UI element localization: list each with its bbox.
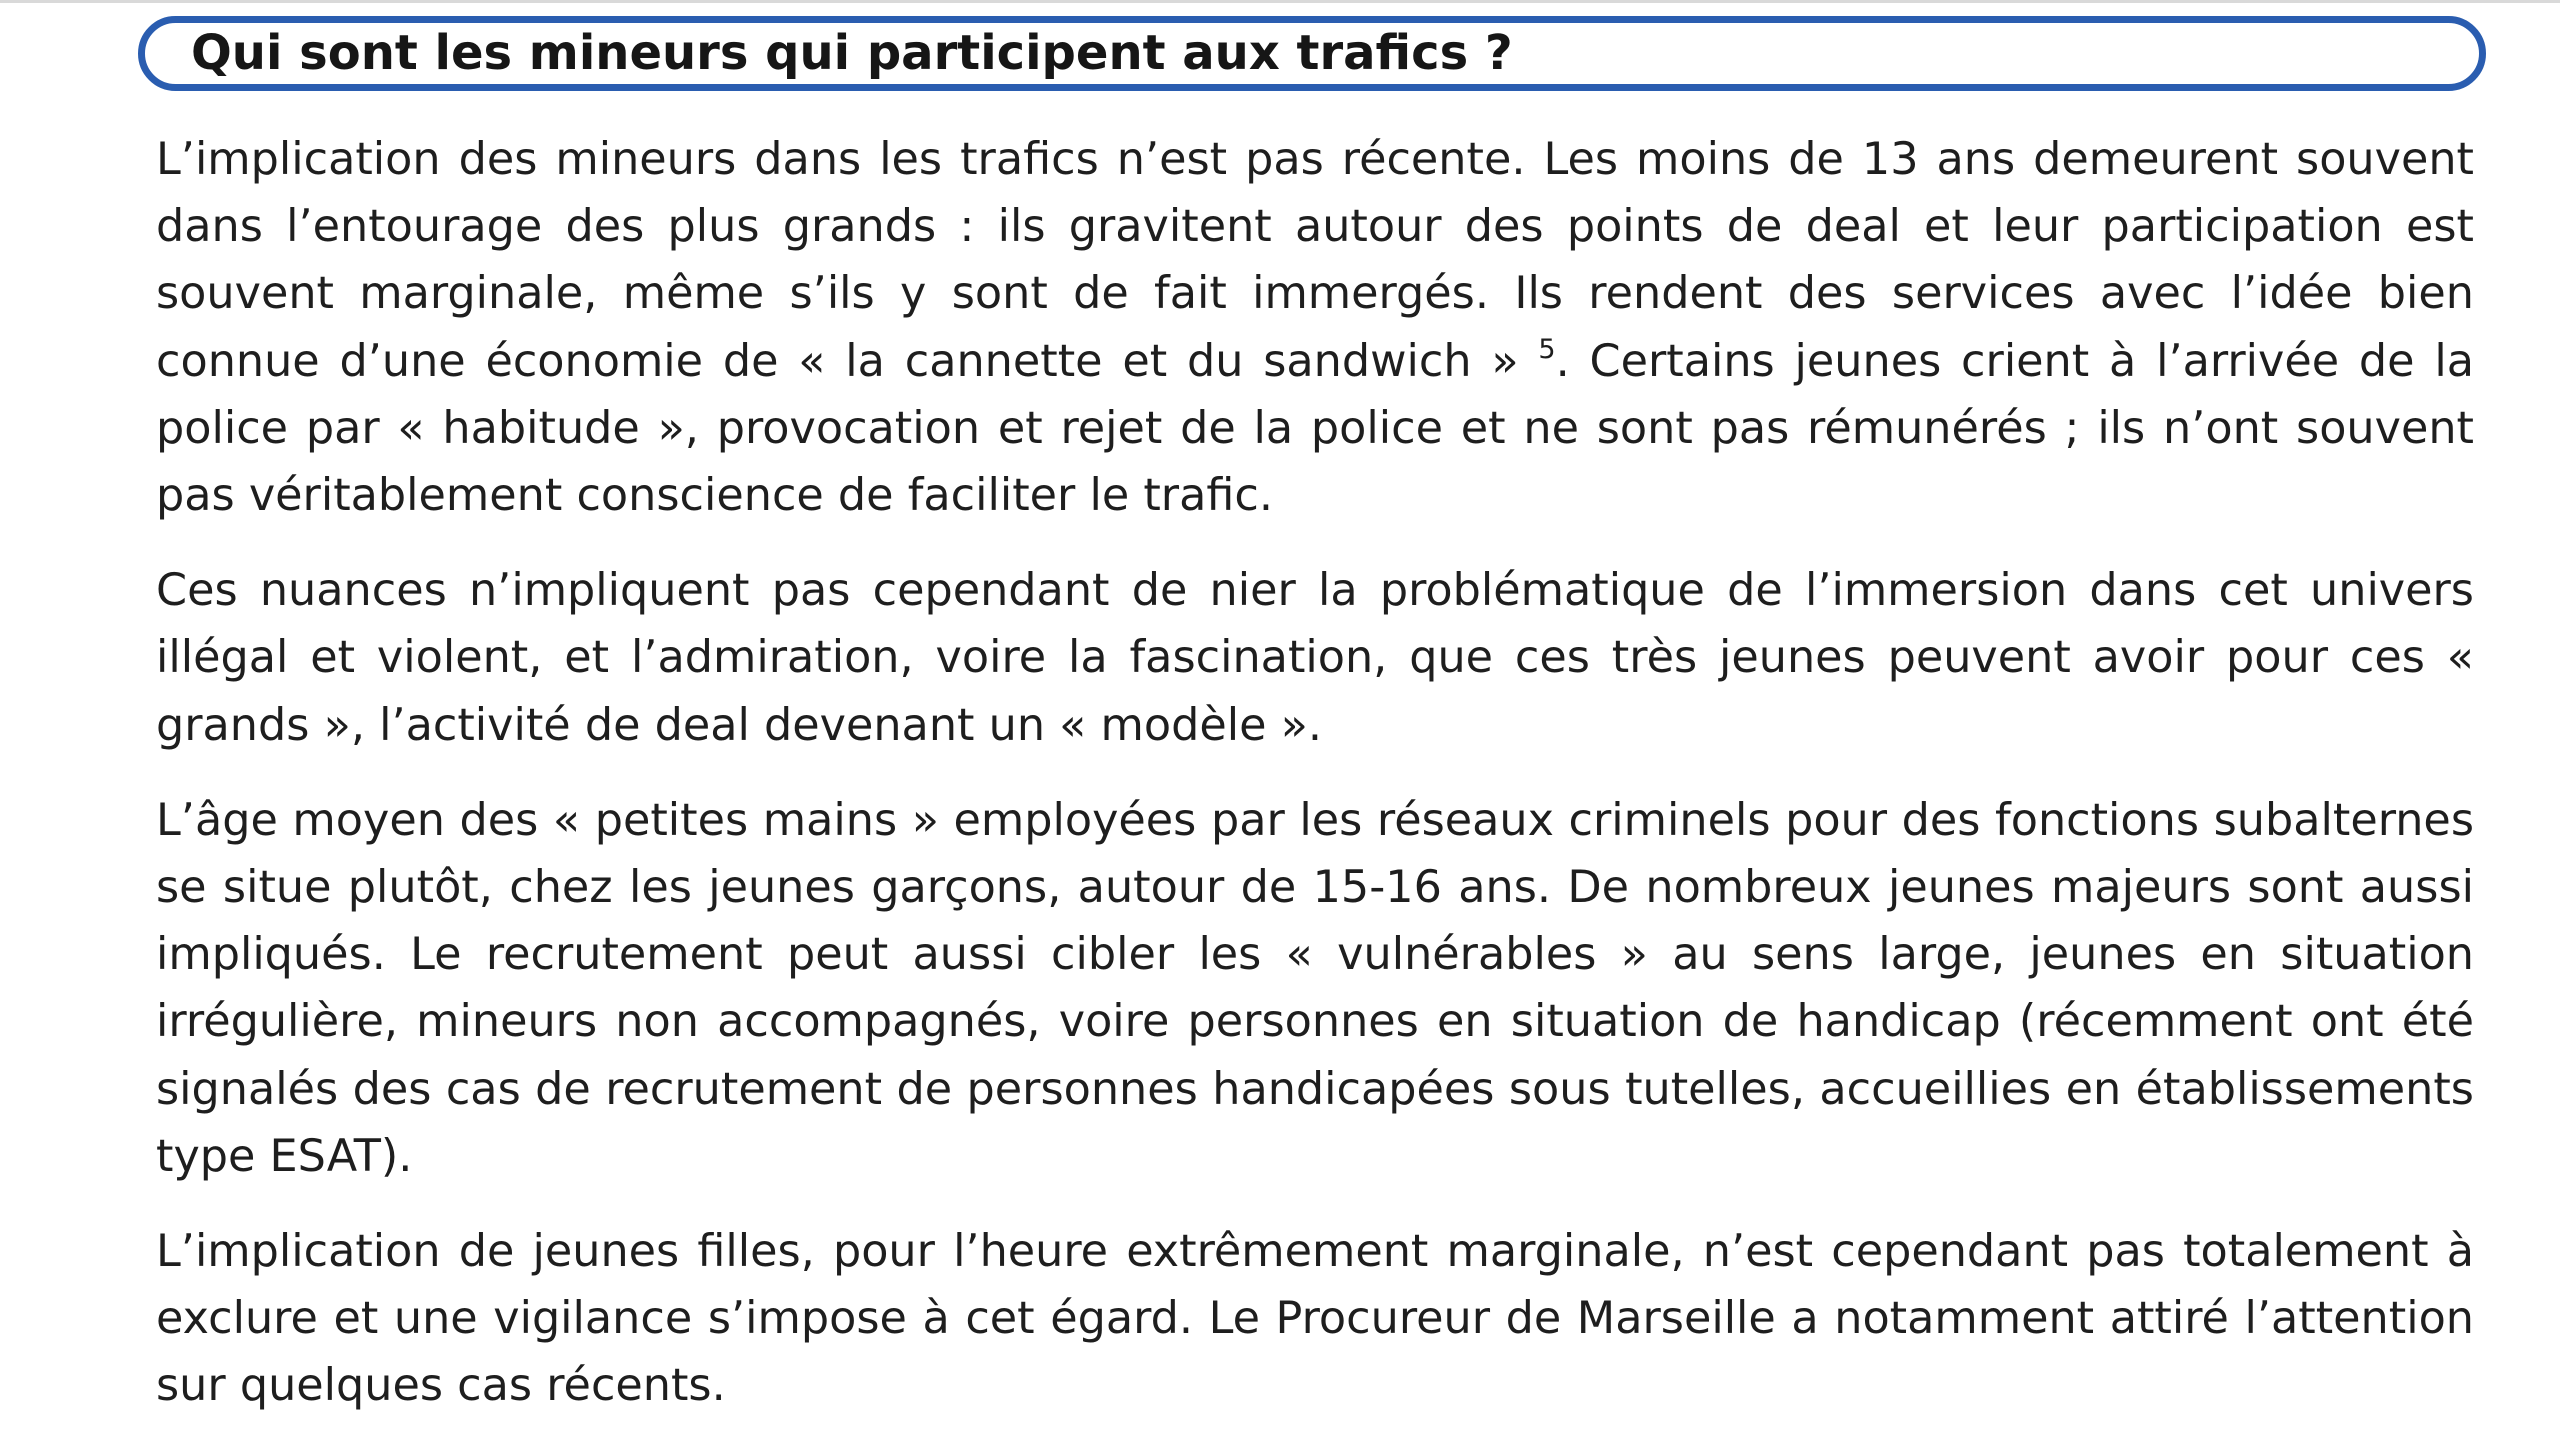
paragraph-4: L’implication de jeunes filles, pour l’heure extrêmement marginale, n’est cependant pas totalement à exclure et une vigilance s’impose à cet égard. Le Procureur de Marseille a notamment attiré l’attention sur quelques cas récents. <box>156 1226 2474 1412</box>
paragraph-2: Ces nuances n’impliquent pas cependant de nier la problématique de l’immersion dans cet univers illégal et violent, et l’admiration, voire la fascination, que ces très jeunes peuvent avoir pour ces « grands », l’activité de deal devenant un « modèle ». <box>156 565 2474 751</box>
paragraph-1-text-start: L’implication des mineurs dans les trafics n’est pas récente. Les moins de 13 ans demeurent souvent dans l’entourage des plus grands : ils gravitent autour des points de deal et leur participation est souvent marginale, même s’ils y sont de fait immergés. Ils rendent des services avec l’idée bien connue d’une économie de « la cannette et du sandwich » <box>156 134 2474 387</box>
section-heading-box <box>138 16 2486 91</box>
paragraph-3: L’âge moyen des « petites mains » employées par les réseaux criminels pour des fonctions subalternes se situe plutôt, chez les jeunes garçons, autour de 15-16 ans. De nombreux jeunes majeurs sont aussi impliqués. Le recrutement peut aussi cibler les « vulnérables » au sens large, jeunes en situation irrégulière, mineurs non accompagnés, voire personnes en situation de handicap (récemment ont été signalés des cas de recrutement de personnes handicapées sous tutelles, accueillies en établissements type ESAT). <box>156 794 2474 1182</box>
paragraph-1 <box>156 126 2474 529</box>
section-title: Qui sont les mineurs qui participent aux trafics ? <box>191 25 1513 81</box>
top-divider <box>0 0 2560 3</box>
footnote-ref[interactable]: 5 <box>1538 333 1556 365</box>
paragraph-1-text-end: . Certains jeunes crient à l’arrivée de la police par « habitude », provocation et rejet de la police et ne sont pas rémunérés ; ils n’ont souvent pas véritablement conscience de faciliter le trafic. <box>156 335 2474 522</box>
body-text <box>156 126 2474 1448</box>
